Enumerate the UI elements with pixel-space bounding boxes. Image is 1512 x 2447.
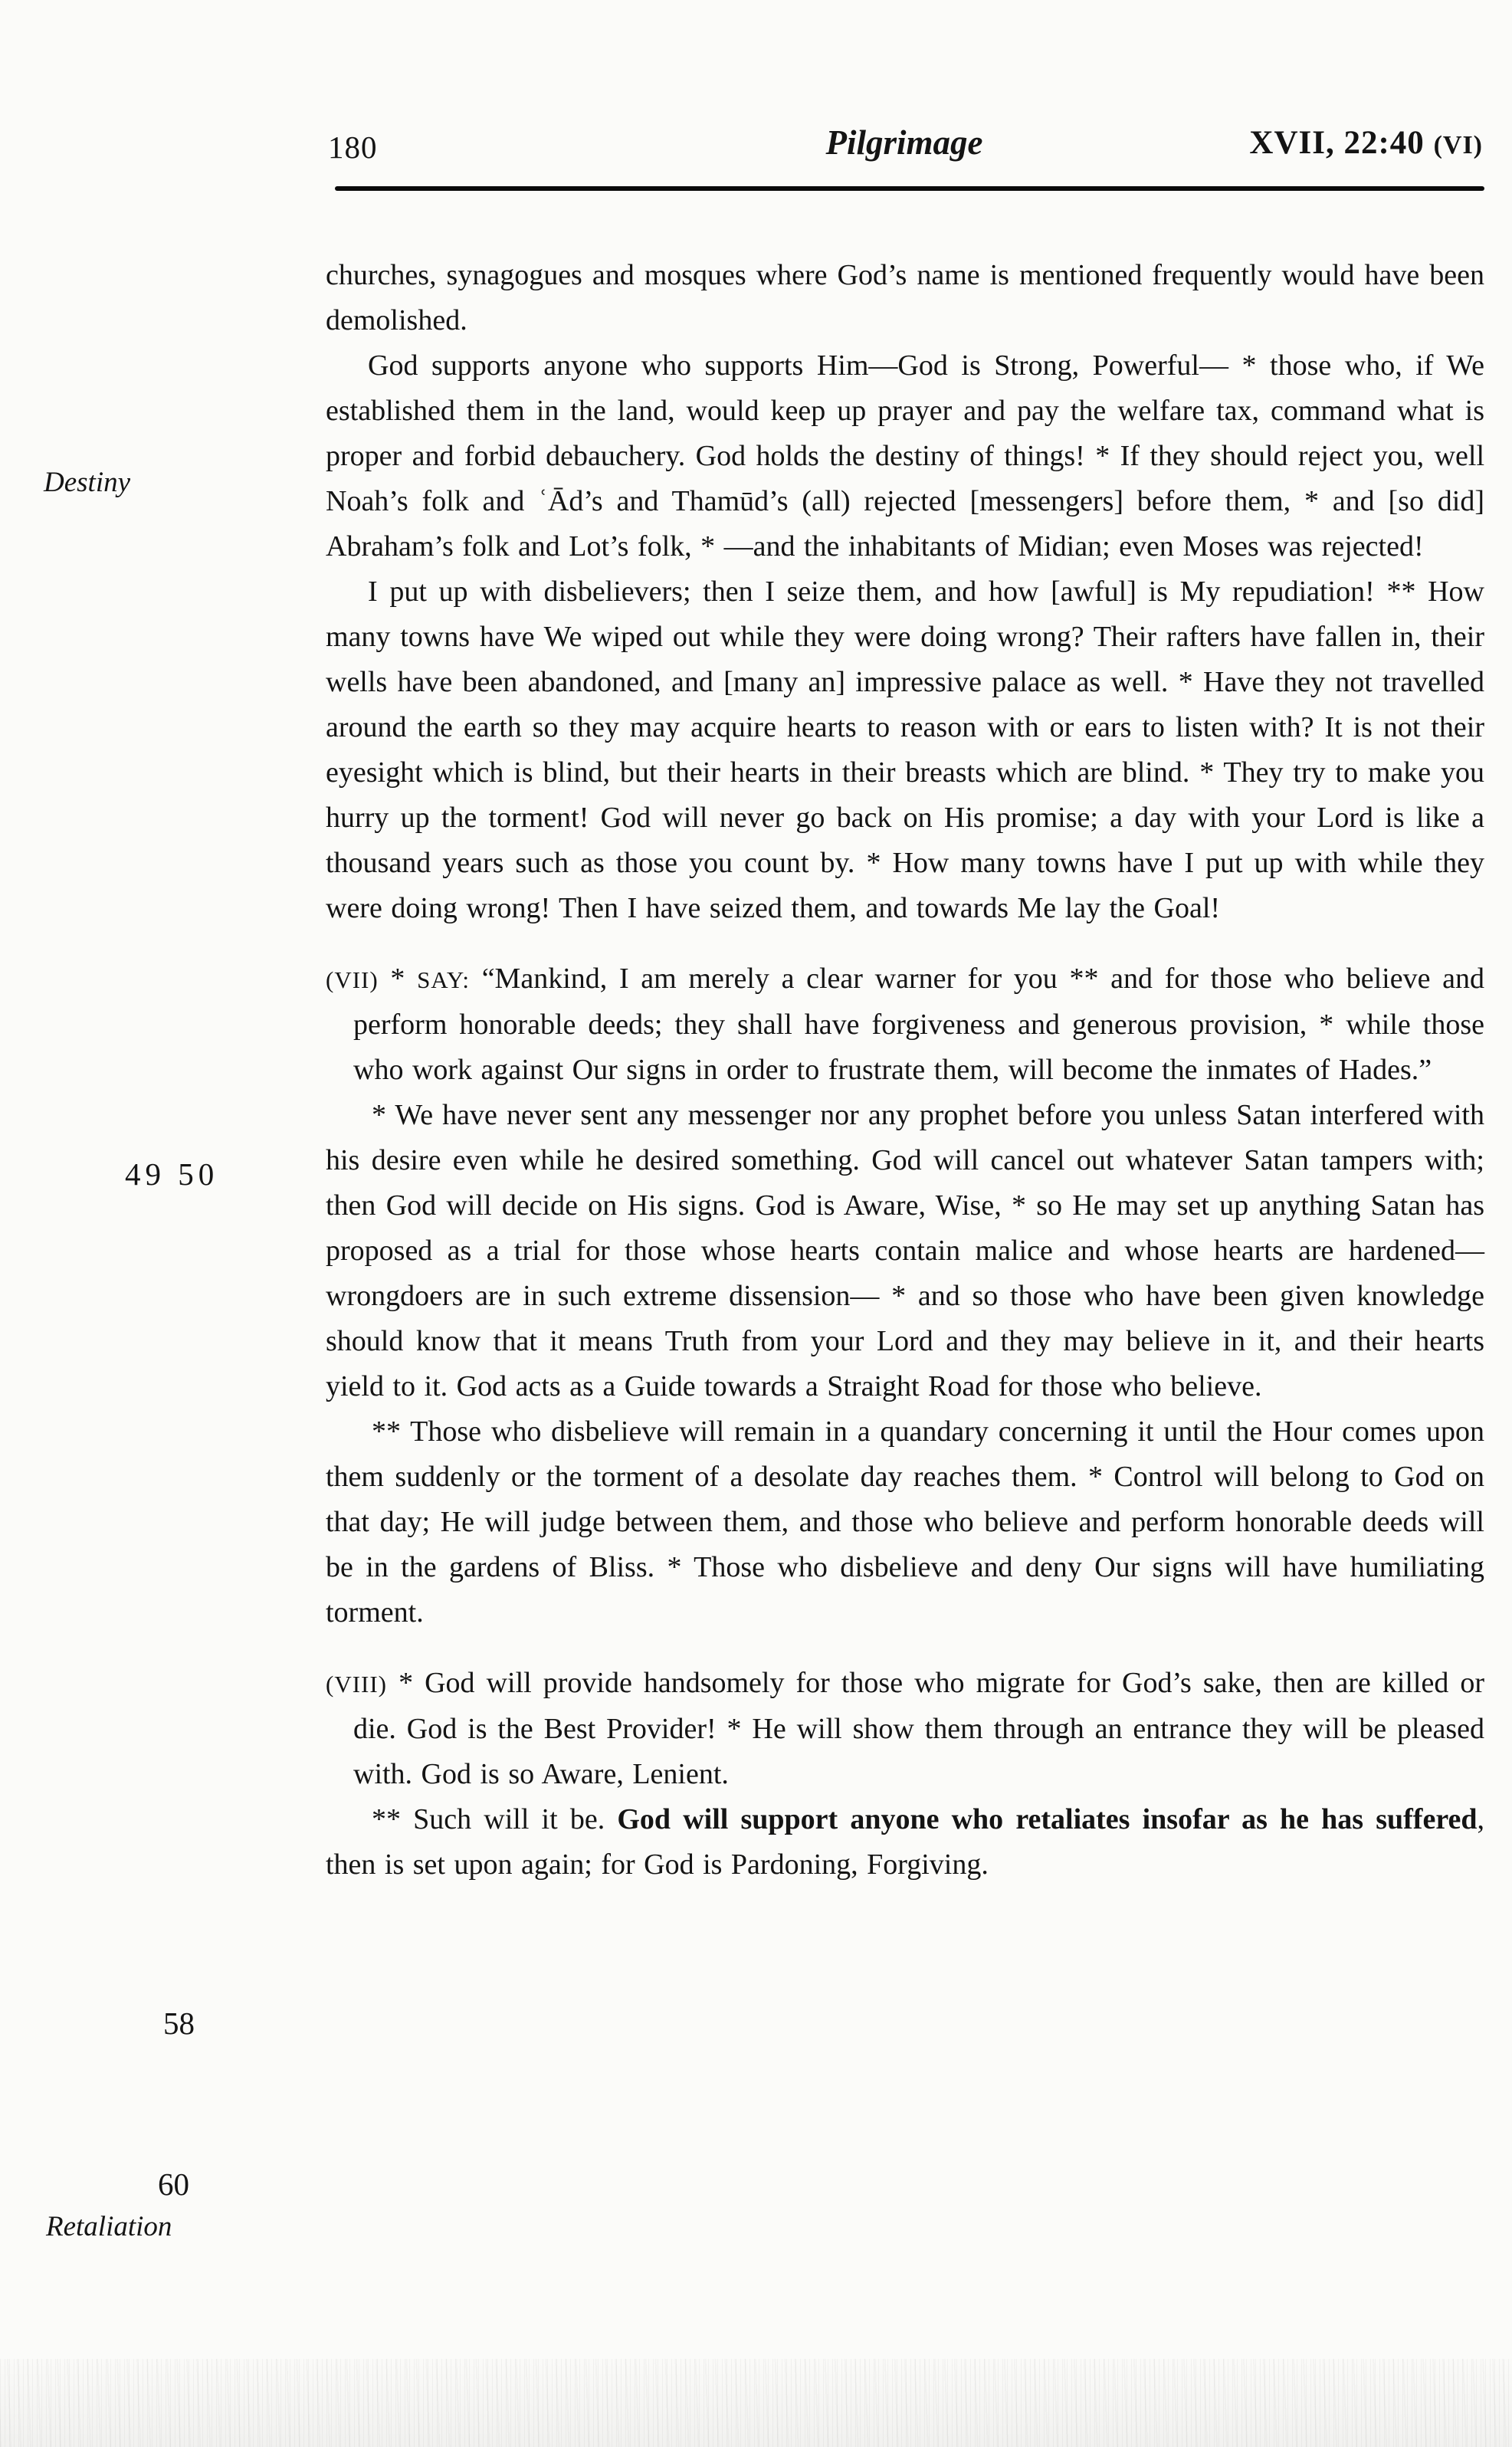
paragraph-text: * We have never sent any messenger nor any prophet before you unless Satan interfered with his desire even while he desired something. God will cancel out whatever Satan tampers with; then God will decide on His signs. God is Aware, Wise, * so He may set up anything Satan has proposed as a trial for those whose hearts contain malice and whose hearts are hardened—wrongdoers are in such extreme dissension— * and so those who have been given knowledge should know that it means Truth from your Lord and they may believe in it, and their hearts yield to it. God acts as a Guide towards a Straight Road for those who believe. [326, 1099, 1484, 1402]
paragraph-section-vii [326, 956, 1484, 1093]
verse-number-58: 58 [163, 2006, 195, 2041]
page-number: 180 [328, 130, 378, 165]
paragraph-section-viii [326, 1661, 1484, 1797]
paragraph-text: God supports anyone who supports Him—God is Strong, Powerful— * those who, if We established them in the land, would keep up prayer and pay the welfare tax, command what is proper and forbid debauchery. God holds the destiny of things! * If they should reject you, well Noah’s folk and ʿĀd’s and Thamūd’s (all) rejected [messengers] before them, * and [so did] Abraham’s folk and Lot’s folk, * —and the inhabitants of Midian; even Moses was rejected! [326, 349, 1484, 563]
paragraph-text: ** Such will it be. [372, 1803, 605, 1835]
paragraph-text: * God will provide handsomely for those who migrate for God’s sake, then are killed or die. God is the Best Provider! * He will show them through an entrance they will be pleased with. God is so Aware, Lenient. [353, 1667, 1485, 1790]
paragraph-text: , then is set upon again; for God is Pardoning, Forgiving. [326, 1803, 1484, 1881]
paragraph-such-will-it-be [326, 1797, 1484, 1888]
section-number: (VII) [326, 966, 379, 993]
page-title: Pilgrimage [825, 123, 983, 162]
scan-noise-band [0, 2359, 1512, 2447]
paragraph-we-have-never-sent [326, 1093, 1484, 1409]
paragraph-god-supports [326, 343, 1484, 569]
header-rule [335, 186, 1484, 191]
paragraph-text: I put up with disbelievers; then I seize them, and how [awful] is My repudiation! ** How many towns have We wiped out while they were doing wrong? Their rafters have fallen in, their wells have been abandoned, and [many an] impressive palace as well. * Have they not travelled around the earth so they may acquire hearts to reason with or ears to listen with? It is not their eyesight which is blind, but their hearts in their breasts which are blind. * They try to make you hurry up the torment! God will never go back on His promise; a day with your Lord is like a thousand years such as those you count by. * How many towns have I put up with while they were doing wrong! Then I have seized them, and towards Me lay the Goal! [326, 576, 1484, 924]
paragraph-continuation [326, 253, 1484, 343]
paragraph-text: ** Those who disbelieve will remain in a quandary concerning it until the Hour comes upon them suddenly or the torment of a desolate day reaches them. * Control will belong to God on that day; He will judge between them, and those who believe and perform honorable deeds will be in the gardens of Bliss. * Those who disbelieve and deny Our signs will have humiliating torment. [326, 1415, 1484, 1629]
margin-note-destiny: Destiny [44, 467, 131, 498]
paragraph-text-bold: God will support anyone who retaliates insofar as he has suffered [617, 1803, 1478, 1835]
paragraph-text: churches, synagogues and mosques where God’s name is mentioned frequently would have been demolished. [326, 259, 1484, 336]
verse-number-49-50: 49 50 [125, 1156, 219, 1192]
paragraph-text: “Mankind, I am merely a clear warner for you ** and for those who believe and perform honorable deeds; they shall have forgiveness and generous provision, * while those who work against Our signs in order to frustrate them, will become the inmates of Hades.” [353, 963, 1484, 1086]
say-smallcaps: SAY: [417, 966, 470, 993]
paragraph-those-who-disbelieve [326, 1409, 1484, 1635]
reference-section: (VI) [1433, 131, 1483, 159]
chapter-verse-reference [1249, 124, 1483, 162]
reference-main: XVII, 22:40 [1249, 125, 1425, 161]
margin-note-retaliation: Retaliation [46, 2211, 172, 2242]
section-number: (VIII) [326, 1671, 388, 1697]
verse-number-60: 60 [158, 2167, 189, 2202]
paragraph-i-put-up [326, 569, 1484, 931]
body-text-column [326, 253, 1484, 1888]
verse-star: * [390, 963, 405, 995]
